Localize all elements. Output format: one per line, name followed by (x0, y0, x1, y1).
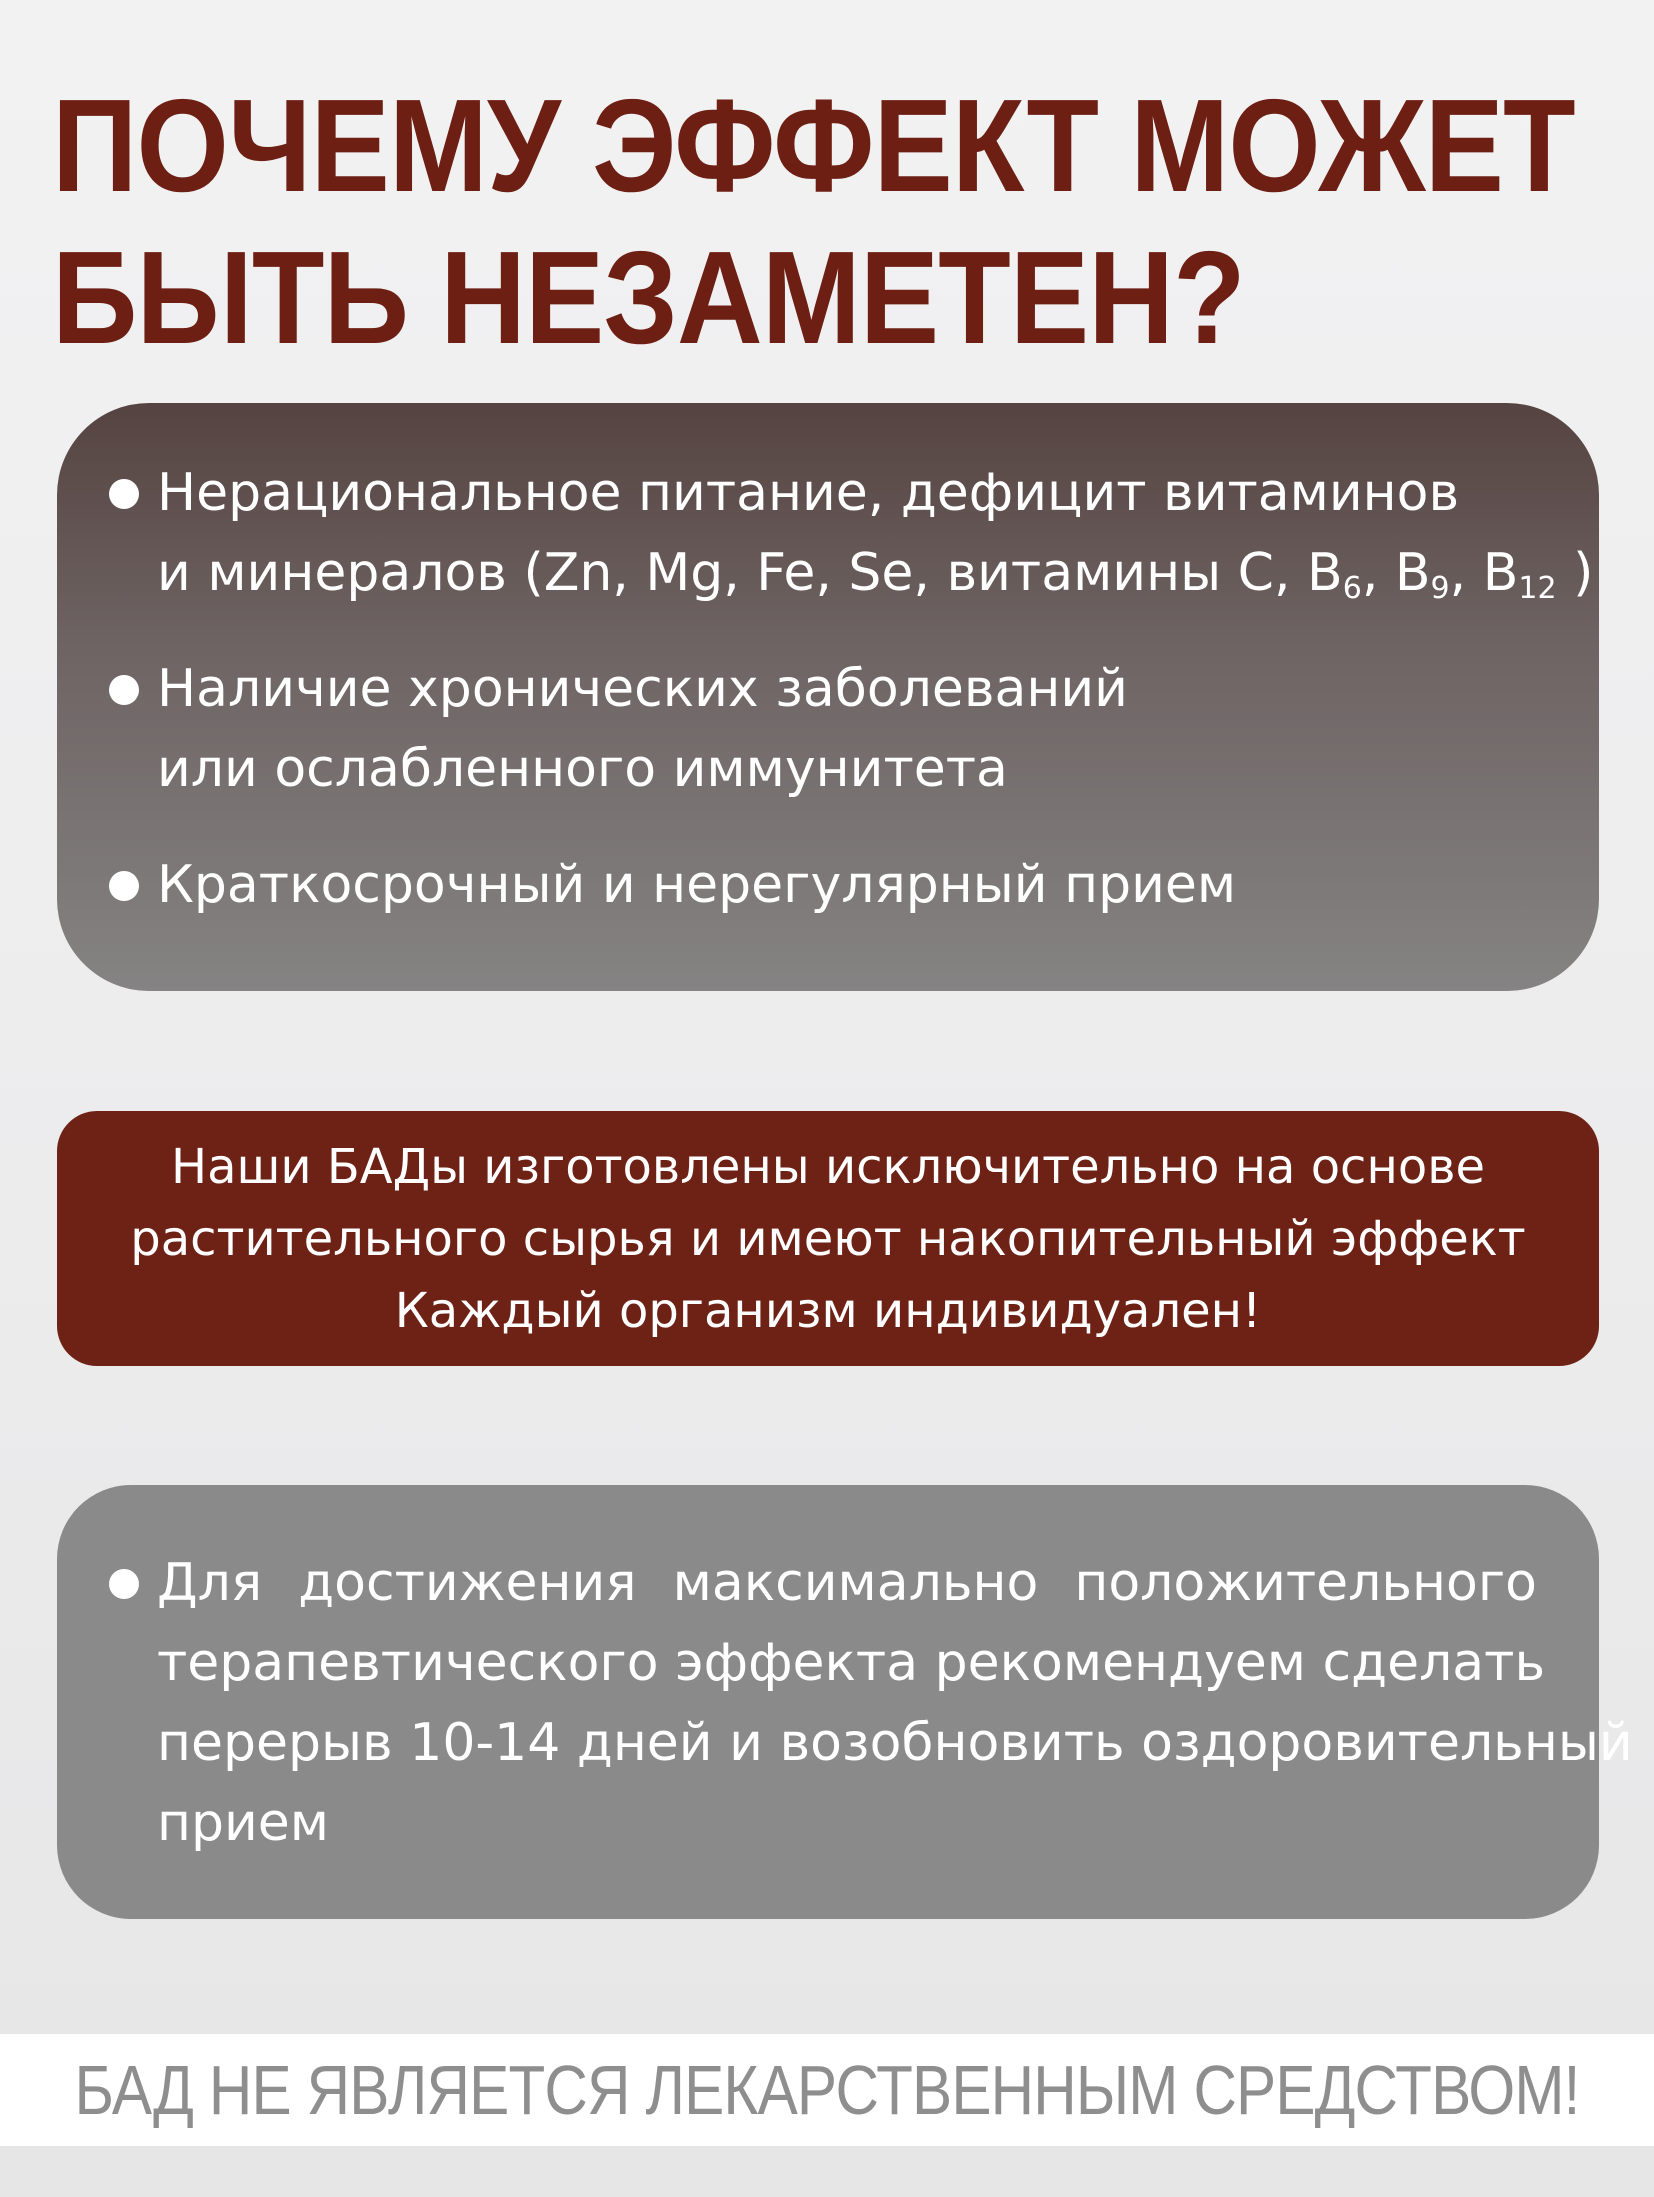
advice-card (57, 1485, 1633, 1919)
causes-card (57, 403, 1599, 991)
cause-line: Нерациональное питание, дефицит витаминов (157, 463, 1460, 523)
bullet-dot-icon (109, 871, 139, 901)
cause-item-chronic (157, 649, 1559, 809)
closing-paren: ) (1556, 543, 1594, 603)
product-note-card (57, 1111, 1599, 1366)
advice-item (157, 1543, 1633, 1863)
cause-line: Наличие хронических заболеваний (157, 659, 1128, 719)
separator-text: , В (1361, 543, 1431, 603)
b6-subscript: 6 (1342, 571, 1362, 606)
note-line: Каждый организм индивидуален! (394, 1282, 1262, 1339)
title-line-1: ПОЧЕМУ ЭФФЕКТ МОЖЕТ (52, 72, 1575, 219)
cause-item-nutrition (157, 453, 1594, 613)
note-line: растительного сырья и имеют накопительный эффект (130, 1210, 1526, 1267)
advice-line: Для достижения максимально положительного (157, 1553, 1537, 1613)
cause-item-irregular (157, 845, 1559, 925)
bullet-dot-icon (109, 675, 139, 705)
b9-subscript: 9 (1430, 571, 1450, 606)
advice-line: перерыв 10-14 дней и возобновить оздоровительный (157, 1713, 1633, 1773)
bullet-dot-icon (109, 479, 139, 509)
cause-line-minerals (157, 533, 1594, 613)
cause-line: Краткосрочный и нерегулярный прием (157, 855, 1237, 915)
cause-line: или ослабленного иммунитета (157, 739, 1008, 799)
bullet-dot-icon (109, 1569, 139, 1599)
b12-subscript: 12 (1518, 571, 1557, 606)
advice-line: прием (157, 1793, 330, 1853)
separator-text: , В (1449, 543, 1519, 603)
note-line: Наши БАДы изготовлены исключительно на основе (170, 1138, 1486, 1195)
advice-line: терапевтического эффекта рекомендуем сделать (157, 1633, 1546, 1693)
disclaimer-band (0, 2034, 1654, 2146)
disclaimer-text: БАД НЕ ЯВЛЯЕТСЯ ЛЕКАРСТВЕННЫМ СРЕДСТВОМ! (74, 2051, 1580, 2129)
title-line-2: БЫТЬ НЕЗАМЕТЕН? (52, 224, 1245, 371)
page-title (52, 70, 1575, 374)
minerals-text: и минералов (Zn, Mg, Fe, Se, витамины С, В (157, 543, 1343, 603)
